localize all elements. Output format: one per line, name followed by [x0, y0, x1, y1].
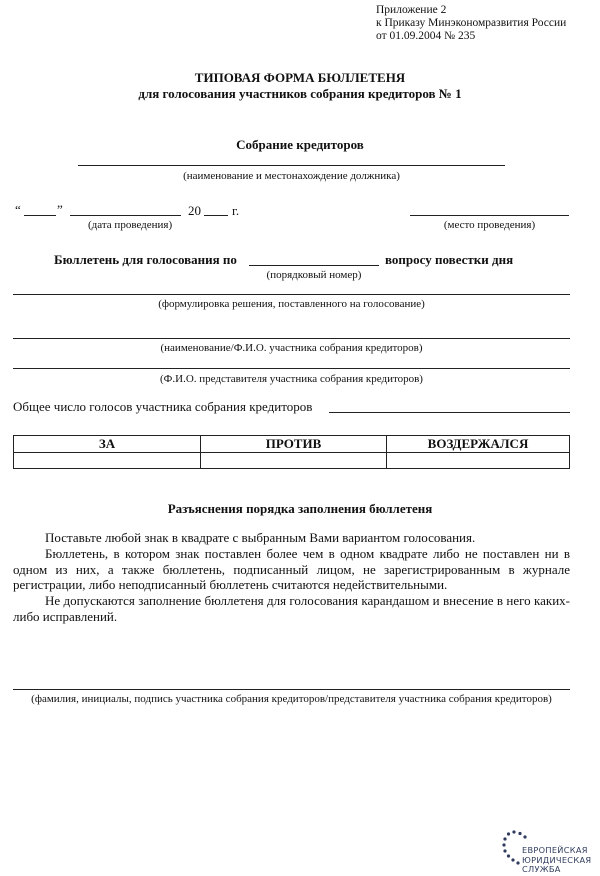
instructions-paragraph-2: Бюллетень, в котором знак поставлен более чем в одном квадрате либо не поставлен ни в одном из них, а также бюллетень, подписанный лицом, не зарегистрированным в журнале регистрации, либо неподписанный бюллетень считаются недействительными. — [13, 546, 570, 592]
signature-caption: (фамилия, инициалы, подпись участника собрания кредиторов/представителя участника собрания кредиторов) — [31, 693, 552, 705]
instructions-paragraph-3: Не допускаются заполнение бюллетеня для голосования карандашом и внесение в него каких-либо исправлений. — [13, 593, 570, 624]
instructions-heading: Разъяснения порядка заполнения бюллетеня — [167, 501, 433, 516]
instructions-paragraph-1: Поставьте любой знак в квадрате с выбранным Вами вариантом голосования. — [45, 530, 476, 545]
representative-caption: (Ф.И.О. представителя участника собрания кредиторов) — [160, 373, 423, 385]
date-open-quote: “ — [15, 202, 21, 217]
votes-label: Общее число голосов участника собрания кредиторов — [13, 399, 313, 414]
place-line[interactable] — [410, 215, 569, 216]
vote-table — [13, 435, 570, 469]
vote-table-header-row — [14, 436, 570, 453]
votes-count-line[interactable] — [329, 412, 570, 413]
vote-header-against: ПРОТИВ — [201, 436, 387, 453]
decision-line[interactable] — [13, 294, 570, 295]
debtor-caption: (наименование и местонахождение должника) — [183, 170, 400, 182]
date-caption: (дата проведения) — [88, 219, 173, 231]
question-number-caption: (порядковый номер) — [266, 269, 362, 281]
annex-line-1: Приложение 2 — [376, 4, 447, 16]
place-caption: (место проведения) — [443, 219, 536, 231]
year-suffix: г. — [232, 203, 240, 218]
date-close-quote: ” — [57, 202, 63, 217]
month-line[interactable] — [70, 215, 181, 216]
participant-caption: (наименование/Ф.И.О. участника собрания кредиторов) — [160, 342, 423, 354]
form-subtitle: для голосования участников собрания кредиторов № 1 — [138, 86, 462, 101]
participant-line[interactable] — [13, 338, 570, 339]
logo-line-3: СЛУЖБА — [522, 864, 561, 874]
signature-line[interactable] — [13, 689, 570, 690]
vote-box-against[interactable] — [201, 453, 387, 469]
vote-box-for[interactable] — [14, 453, 201, 469]
vote-header-abstain: ВОЗДЕРЖАЛСЯ — [387, 436, 570, 453]
day-line[interactable] — [24, 215, 56, 216]
vote-header-for: ЗА — [14, 436, 201, 453]
logo-line-2: ЮРИДИЧЕСКАЯ — [522, 854, 592, 865]
form-title: ТИПОВАЯ ФОРМА БЮЛЛЕТЕНЯ — [194, 70, 406, 85]
year-prefix: 20 — [188, 203, 201, 218]
ballot-suffix: вопросу повестки дня — [385, 252, 514, 267]
logo-line-1: ЕВРОПЕЙСКАЯ — [522, 845, 588, 855]
vote-box-abstain[interactable] — [387, 453, 570, 469]
company-logo — [498, 826, 598, 876]
year-line[interactable] — [204, 215, 228, 216]
annex-block — [376, 4, 566, 43]
logo-text — [522, 846, 591, 875]
debtor-line[interactable] — [78, 165, 505, 166]
vote-table-mark-row — [14, 453, 570, 469]
meeting-heading: Собрание кредиторов — [236, 137, 364, 152]
annex-line-3: от 01.09.2004 № 235 — [376, 30, 476, 42]
question-number-line[interactable] — [249, 265, 379, 266]
decision-caption: (формулировка решения, поставленного на голосование) — [158, 298, 425, 310]
representative-line[interactable] — [13, 368, 570, 369]
ballot-prefix: Бюллетень для голосования по — [54, 252, 237, 267]
annex-line-2: к Приказу Минэкономразвития России — [376, 17, 567, 29]
